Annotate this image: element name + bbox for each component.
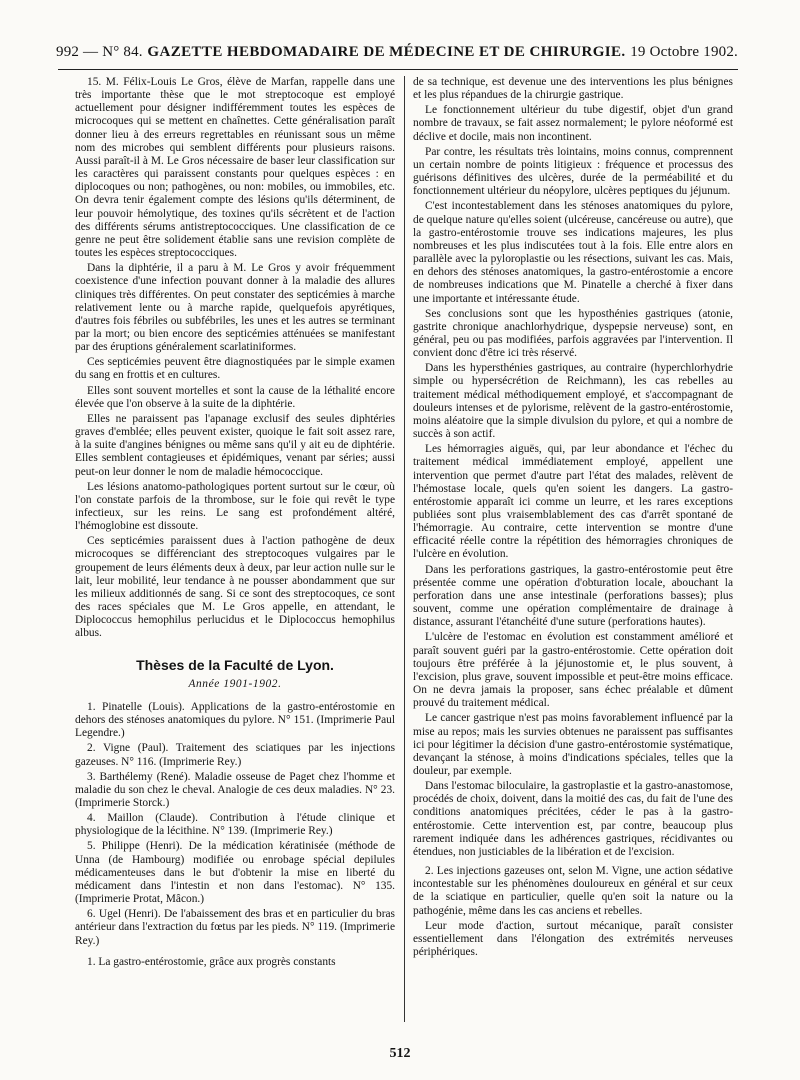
header-rule bbox=[58, 69, 738, 70]
thesis-entry: 2. Vigne (Paul). Traitement des sciatiques par les injections gazeuses. N° 116. (Imprimerie Rey.) bbox=[75, 742, 395, 768]
paragraph: Ses conclusions sont que les hyposthénies gastriques (atonie, gastrite chronique anachlorhydrique, dyspepsie nerveuse) sont, en général, peu ou pas modifiées, parfois aggravées par l'intervention. Il convient donc d'être ici très réservé. bbox=[413, 307, 733, 360]
paragraph: Ces septicémies peuvent être diagnostiquées par le simple examen du sang en frottis et en cultures. bbox=[75, 356, 395, 382]
paragraph: de sa technique, est devenue une des interventions les plus bénignes et les plus répandues de la chirurgie gastrique. bbox=[413, 76, 733, 102]
column-divider bbox=[404, 76, 405, 1022]
thesis-entry: 3. Barthélemy (René). Maladie osseuse de Paget chez l'homme et maladie du son chez le cheval. Analogie de ces deux maladies. N° 23. (Imprimerie Storck.) bbox=[75, 770, 395, 809]
paragraph: Elles ne paraissent pas l'apanage exclusif des seules diphtéries graves d'emblée; elles peuvent exister, quoique le fait soit assez rare, à la suite d'angines bénignes ou même sans qu'il y ait eu de diphtérie. Elles semblent contagieuses et épidémiques, venant par séries; aussi peut-on leur donner le nom de maladie hémococcique. bbox=[75, 412, 395, 478]
paragraph: Elles sont souvent mortelles et sont la cause de la léthalité encore élevée que l'on observe à la suite de la diphtérie. bbox=[75, 384, 395, 410]
paragraph: 15. M. Félix-Louis Le Gros, élève de Marfan, rappelle dans une très importante thèse que le mot streptocoque est employé actuellement pour désigner indifféremment toutes les espèces de microcoques qui se mettent en chaînettes. Cette généralisation paraît donner lieu à des erreurs regrettables en réunissant sous un même nom des microbes qui semblent différents pour plusieurs raisons. Aussi paraît-il à M. Le Gros nécessaire de baser leur classification sur les caractères qui paraissent constants pour quelques espèces : en diplocoques ou non; pathogènes, ou non: mobiles, ou immobiles, etc. On devra tenir également compte des lésions qu'ils déterminent, de leur pouvoir hémolytique, des toxines qu'ils sécrètent et de l'action des différents sérums antistreptococciques. Une classification de ce genre ne peut être solidement établie sans une revision complète de toutes les espèces streptococciques. bbox=[75, 76, 395, 260]
thesis-entry: 1. Pinatelle (Louis). Applications de la gastro-entérostomie en dehors des sténoses anatomiques du pylore. N° 151. (Imprimerie Paul Legendre.) bbox=[75, 700, 395, 740]
paragraph: 1. La gastro-entérostomie, grâce aux progrès constants bbox=[87, 955, 336, 968]
paragraph: Par contre, les résultats très lointains, moins connus, comprennent un certain nombre de points litigieux : fréquence et processus des guérisons définitives des ulcères, durée de la perméabilité et du fonctionnement ultérieur du néopylore, ulcères peptiques du jéjunum. bbox=[413, 145, 733, 198]
section-title: Thèses de la Faculté de Lyon. bbox=[136, 656, 334, 673]
paragraph: Le fonctionnement ultérieur du tube digestif, objet d'un grand nombre de travaux, se fait assez normalement; le pylore néoformé est déclive et docile, mais non incontinent. bbox=[413, 104, 733, 143]
paragraph: Les hémorragies aiguës, qui, par leur abondance et l'échec du traitement médical immédiatement employé, appellent une intervention que permet d'autre part l'état des malades, relèvent de l'hémostase locale, quels qu'en soient les dangers. La gastro-entérostomie apparaît ici comme un leurre, et les rares exceptions publiées sont plus vraisemblablement des cas d'arrêt spontané de l'hémorragie. Au contraire, cette intervention se montre d'une efficacité réelle contre la répétition des hémorragies chroniques de l'ulcère en évolution. bbox=[413, 443, 733, 561]
paragraph: Dans la diphtérie, il a paru à M. Le Gros y avoir fréquemment coexistence d'une infection pouvant donner à la maladie des allures cliniques très différentes. On peut constater des septicémies à marche relativement lente ou à marche rapide, quelquefois apyrétiques, d'autres fois fébriles ou subfébriles, les unes et les autres se terminant par la mort; ou bien encore des septicémies atténuées se manifestant par des éruptions généralement scarlatiniformes. bbox=[75, 262, 395, 354]
left-column bbox=[75, 76, 395, 1036]
paragraph: Ces septicémies paraissent dues à l'action pathogène de deux microcoques se différenciant des streptocoques vulgaires par le groupement de leurs éléments deux à deux, par leur action nulle sur le lait, leur mobilité, leur tendance à ne pousser abondamment que sur les milieux additionnés de sang. Si ce sont des streptocoques, ce sont des races spéciales que M. Le Gros appelle, en attendant, le Diplococcus hemophilus perlucidus et le Diplococcus hemophilus albus. bbox=[75, 535, 395, 640]
journal-title: GAZETTE HEBDOMADAIRE DE MÉDECINE ET DE CHIRURGIE. bbox=[147, 44, 626, 60]
paragraph: Dans les perforations gastriques, la gastro-entérostomie peut être présentée comme une opération d'obturation locale, abouchant la perforation dans une anse intestinale (perforations basses); plus souvent, comme une opération complémentaire de drainage à distance, assurant l'étanchéité d'une suture (perforations hautes). bbox=[413, 563, 733, 629]
right-column bbox=[413, 76, 733, 1036]
page-number-issue: 992 — N° 84. bbox=[56, 44, 143, 60]
paragraph: Le cancer gastrique n'est pas moins favorablement influencé par la mise au repos; mais les survies obtenues ne paraissent pas suffisantes ici pour légitimer la décision d'une gastro-entérostomie systématique, devançant la sténose, à moins d'indications spéciales, telles que la douleur, par exemple. bbox=[413, 712, 733, 777]
page-folio: 512 bbox=[389, 1046, 411, 1061]
thesis-entry: 6. Ugel (Henri). De l'abaissement des bras et en particulier du bras antérieur dans l'extraction du fœtus par les pieds. N° 119. (Imprimerie Rey.) bbox=[75, 908, 395, 947]
paragraph: Dans l'estomac biloculaire, la gastroplastie et la gastro-anastomose, procédés de choix, doivent, dans la moitié des cas, du fait de l'une des conditions anatomiques précitées, céder le pas à la gastro-entérostomie. Cette intervention est, par contre, beaucoup plus rarement indiquée dans les adhérences gastriques, récidivantes ou étendues, non justiciables de la libération et de l'excision. bbox=[413, 780, 733, 858]
thesis-entry: 4. Maillon (Claude). Contribution à l'étude clinique et physiologique de la lécithine. N° 139. (Imprimerie Rey.) bbox=[75, 812, 395, 838]
paragraph: C'est incontestablement dans les sténoses anatomiques du pylore, de quelque nature qu'elles soient (ulcéreuse, cancéreuse ou autre), que la gastro-entérostomie trouve ses indications majeures, les plus nombreuses et les plus indiscutées tout à la fois. Elle entre alors en parallèle avec la pyloroplastie ou les résections, suivant les cas. Mais, en dehors des sténoses anatomiques, la gastro-entérostomie a encore de nombreuses indications que M. Pinatelle a cherché à fixer dans une importante et intéressante étude. bbox=[413, 200, 733, 305]
paragraph: Les lésions anatomo-pathologiques portent surtout sur le cœur, où l'on constate parfois de la thrombose, sur le foie qui revêt le type infectieux, sur les reins. Le sang est profondément altéré, l'hémoglobine est dissoute. bbox=[75, 480, 395, 533]
issue-date: 19 Octobre 1902. bbox=[630, 44, 738, 60]
paragraph: L'ulcère de l'estomac en évolution est constamment amélioré et paraît souvent guéri par la gastro-entérostomie. Cette opération doit toujours être préférée à la jéjunostomie et, le plus souvent, à l'excision, plus grave, souvent impossible et peut-être moins efficace. On ne devra jamais la proposer, sans échec préalable et dûment prouvé du traitement médical. bbox=[413, 631, 733, 710]
thesis-entry: 5. Philippe (Henri). De la médication kératinisée (méthode de Unna (de Hambourg) modifiée ou enrobage spécial depilules médicamenteuses dans le but d'obtenir la mise en liberté du médicament dans l'intestin et non dans l'estomac). N° 135. (Imprimerie Protat, Mâcon.) bbox=[75, 840, 395, 906]
running-header bbox=[56, 44, 738, 66]
paragraph: Dans les hypersthénies gastriques, au contraire (hyperchlorhydrie simple ou hypersécrétion de Reichmann), les cas rebelles au traitement médical méthodiquement employé, et s'accompagnant de douleurs intenses et de pylorisme, relèvent de la gastro-entérostomie, moins aléatoire que la simple divulsion du pylore, et qui a nombre de succès à son actif. bbox=[413, 362, 733, 441]
paragraph: Leur mode d'action, surtout mécanique, paraît consister essentiellement dans l'élongation des extrémités nerveuses périphériques. bbox=[413, 919, 733, 958]
paragraph: 2. Les injections gazeuses ont, selon M. Vigne, une action sédative incontestable sur les phénomènes douloureux en général et sur ceux de la sciatique en particulier, quelle qu'en soit la nature ou la pathogénie, même dans les cas anciens et rebelles. bbox=[413, 865, 733, 917]
section-subtitle: Année 1901-1902. bbox=[188, 677, 282, 690]
